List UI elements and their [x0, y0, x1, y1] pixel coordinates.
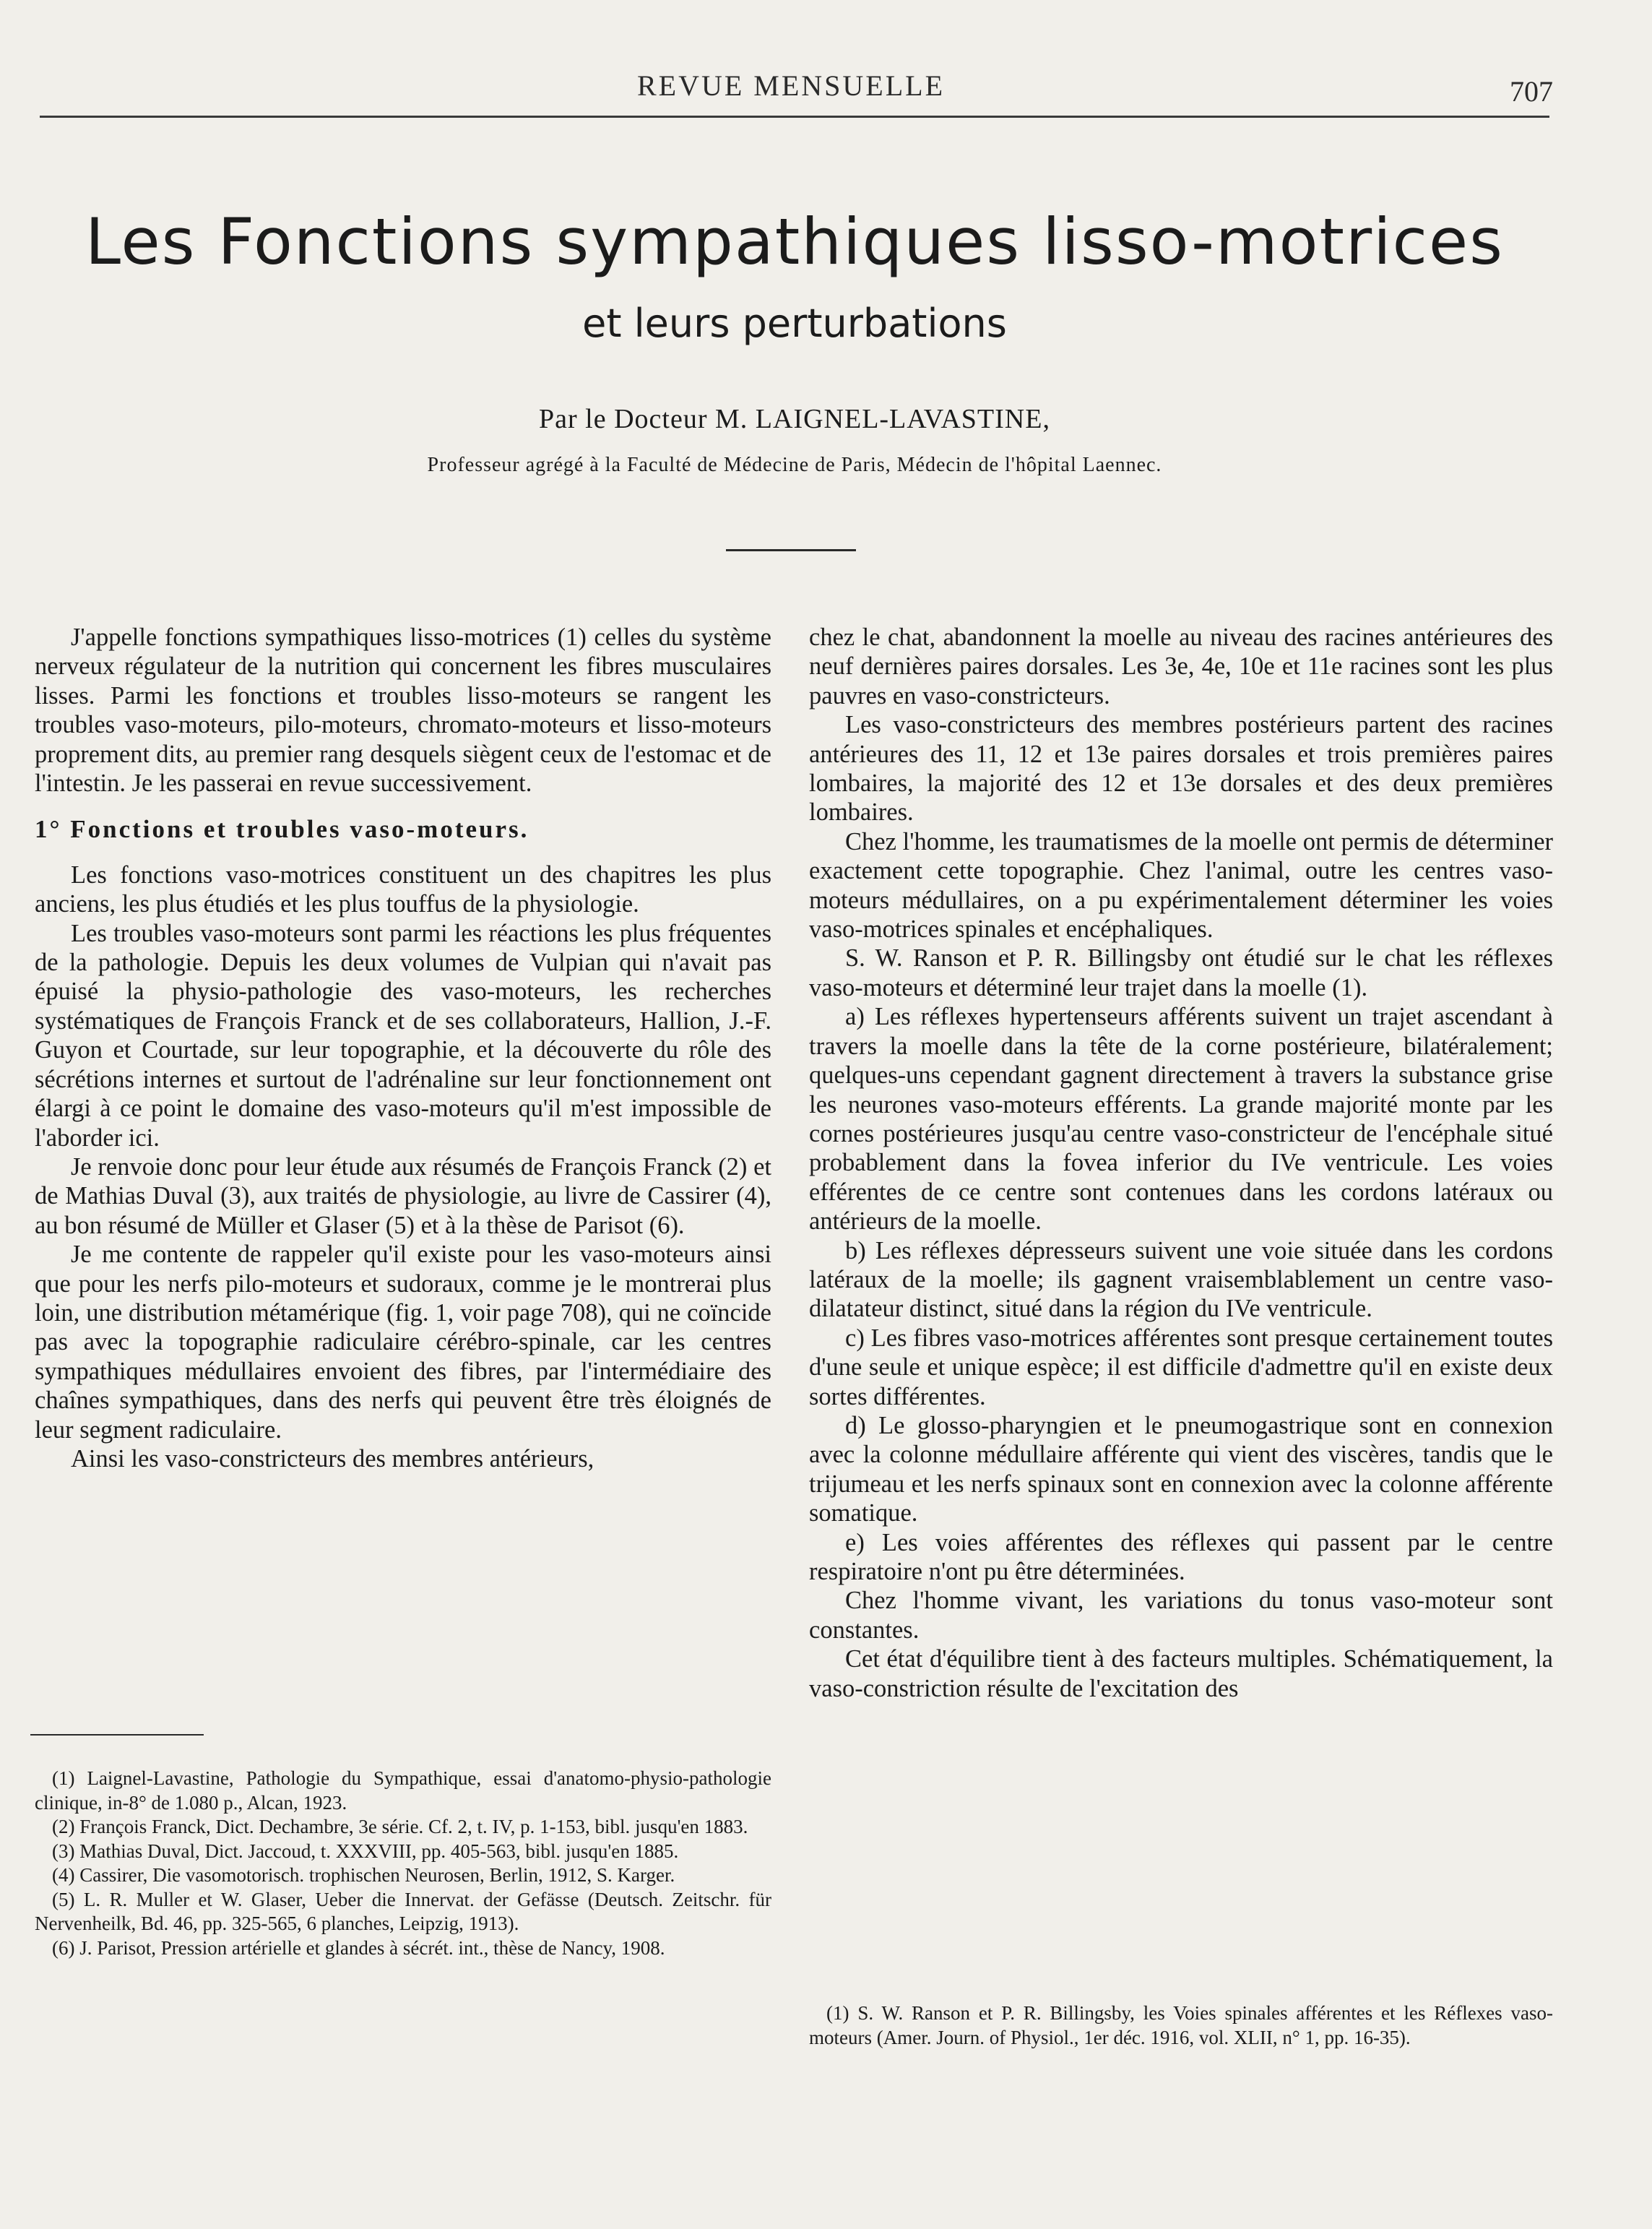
byline: Par le Docteur M. LAIGNEL-LAVASTINE, [539, 404, 1050, 434]
footnotes-right [809, 2001, 1553, 2050]
paragraph: e) Les voies afférentes des réflexes qui passent par le centre respiratoire n'ont pu être déterminées. [809, 1528, 1553, 1585]
paragraph: chez le chat, abandonnent la moelle au niveau des racines antérieures des neuf dernières paires dorsales. Les 3e, 4e, 10e et 11e racines sont les plus pauvres en vaso-constricteurs. [809, 624, 1553, 710]
paragraph: Cet état d'équilibre tient à des facteurs multiples. Schématiquement, la vaso-constriction résulte de l'excitation des [809, 1645, 1553, 1702]
paragraph: Chez l'homme, les traumatismes de la moelle ont permis de déterminer exactement cette topographie. Chez l'animal, outre les centres vaso-moteurs médullaires, on a pu expérimentalement déterminer les voies vaso-motrices spinales et encéphaliques. [809, 827, 1553, 944]
header-rule [40, 116, 1549, 118]
footnote: (6) J. Parisot, Pression artérielle et glandes à sécrét. int., thèse de Nancy, 1908. [52, 1936, 665, 1959]
paragraph: a) Les réflexes hypertenseurs afférents suivent un trajet ascendant à travers la moelle dans la tête de la corne postérieure, bilatéralement; quelques-uns cependant gagnent directement à travers la substance grise les neurones vaso-moteurs efférents. La grande majorité monte par les cornes postérieures jusqu'au centre vaso-constricteur de l'encéphale situé probablement dans la fovea inferior du IVe ventricule. Les voies efférentes de ce centre sont contenues dans les cordons latéraux ou antérieurs de la moelle. [809, 1003, 1553, 1236]
article-title: Les Fonctions sympathiques lisso-motrices [85, 204, 1504, 279]
title-rule [726, 549, 856, 551]
footnote: (2) François Franck, Dict. Dechambre, 3e série. Cf. 2, t. IV, p. 1-153, bibl. jusqu'en 1883. [52, 1816, 748, 1837]
paragraph: Je renvoie donc pour leur étude aux résumés de François Franck (2) et de Mathias Duval (3), aux traités de physiologie, au livre de Cassirer (4), au bon résumé de Müller et Glaser (5) et à la thèse de Parisot (6). [35, 1152, 771, 1239]
paragraph: Chez l'homme vivant, les variations du tonus vaso-moteur sont constantes. [809, 1587, 1553, 1644]
left-column [35, 623, 771, 1473]
section-heading: 1° Fonctions et troubles vaso-moteurs. [35, 815, 529, 844]
footnote: (5) L. R. Muller et W. Glaser, Ueber die Innervat. der Gefässe (Deutsch. Zeitschr. für Nervenheilk, Bd. 46, pp. 325-565, 6 planches, Leipzig, 1913). [35, 1888, 771, 1934]
paragraph: Les vaso-constricteurs des membres postérieurs partent des racines antérieures des 11, 12 et 13e paires dorsales et trois premières paires lombaires, la majorité des 12 et 13e dorsales et des deux premières lombaires. [809, 711, 1553, 827]
paragraph: Les troubles vaso-moteurs sont parmi les réactions les plus fréquentes de la pathologie. Depuis les deux volumes de Vulpian qui n'avait pas épuisé la physio-pathologie des vaso-moteurs, les recherches systématiques de François Franck et de ses collaborateurs, Hallion, J.-F. Guyon et Courtade, sur leur topographie, et la découverte du rôle des sécrétions internes et surtout de l'adrénaline sur leur fonctionnement ont élargi à ce point le domaine des vaso-moteurs qu'il m'est impossible de l'aborder ici. [35, 919, 771, 1152]
paragraph: Ainsi les vaso-constricteurs des membres antérieurs, [71, 1444, 594, 1473]
journal-name: REVUE MENSUELLE [636, 69, 946, 102]
paragraph: Je me contente de rappeler qu'il existe pour les vaso-moteurs ainsi que pour les nerfs pilo-moteurs et sudoraux, comme je le montrerai plus loin, une distribution métamérique (fig. 1, voir page 708), qui ne coïncide pas avec la topographie radiculaire cérébro-spinale, car les centres sympathiques médullaires envoient des fibres, par l'intermédiaire des chaînes sympathiques, dans des nerfs qui peuvent être très éloignés de leur segment radiculaire. [35, 1241, 771, 1444]
paragraph: J'appelle fonctions sympathiques lisso-motrices (1) celles du système nerveux régulateur de la nutrition qui concernent les fibres musculaires lisses. Parmi les fonctions et troubles lisso-moteurs se rangent les troubles vaso-moteurs, pilo-moteurs, chromato-moteurs et lisso-moteurs proprement dits, au premier rang desquels siègent ceux de l'estomac et de l'intestin. Je les passerai en revue successivement. [35, 624, 771, 798]
article-subtitle: et leurs perturbations [582, 301, 1007, 346]
paragraph: Les fonctions vaso-motrices constituent un des chapitres les plus anciens, les plus étudiés et les plus touffus de la physiologie. [35, 861, 771, 918]
paragraph: d) Le glosso-pharyngien et le pneumogastrique sont en connexion avec la colonne médullaire afférente qui vient des viscères, tandis que le trijumeau et les nerfs spinaux sont en connexion avec la colonne afférente somatique. [809, 1411, 1553, 1527]
footnote-rule [30, 1734, 204, 1736]
footnotes-left [35, 1767, 771, 1960]
title-block [72, 202, 1517, 477]
page-number: 707 [1510, 75, 1553, 108]
paragraph: S. W. Ranson et P. R. Billingsby ont étudié sur le chat les réflexes vaso-moteurs et déterminé leur trajet dans la moelle (1). [809, 944, 1553, 1001]
footnote: (1) S. W. Ranson et P. R. Billingsby, les Voies spinales afférentes et les Réflexes vaso-moteurs (Amer. Journ. of Physiol., 1er déc. 1916, vol. XLII, n° 1, pp. 16-35). [809, 2002, 1553, 2048]
paragraph: b) Les réflexes dépresseurs suivent une voie située dans les cordons latéraux de la moelle; ils gagnent vraisemblablement un centre vaso-dilatateur distinct, situé dans la région du IVe ventricule. [809, 1236, 1553, 1323]
footnote: (4) Cassirer, Die vasomotorisch. trophischen Neurosen, Berlin, 1912, S. Karger. [52, 1864, 675, 1886]
paragraph: c) Les fibres vaso-motrices afférentes sont presque certainement toutes d'une seule et unique espèce; il est difficile d'admettre qu'il en existe deux sortes différentes. [809, 1324, 1553, 1410]
footnote: (3) Mathias Duval, Dict. Jaccoud, t. XXXVIII, pp. 405-563, bibl. jusqu'en 1885. [52, 1840, 679, 1862]
affiliation: Professeur agrégé à la Faculté de Médecine de Paris, Médecin de l'hôpital Laennec. [427, 454, 1162, 476]
running-head [29, 69, 1553, 112]
footnote: (1) Laignel-Lavastine, Pathologie du Sympathique, essai d'anatomo-physio-pathologie clinique, in-8° de 1.080 p., Alcan, 1923. [35, 1767, 771, 1814]
right-column [809, 623, 1553, 1703]
